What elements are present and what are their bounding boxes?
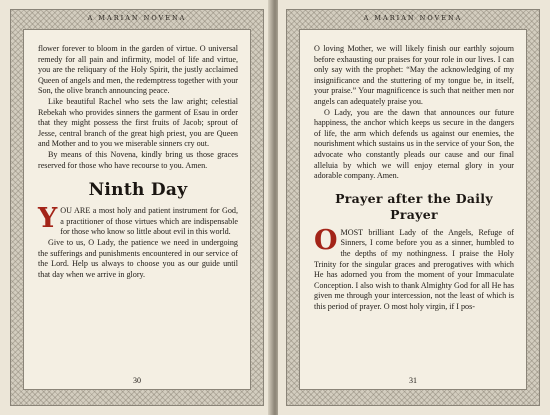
right-text-block [299,29,527,390]
right-running-head: A MARIAN NOVENA [363,14,463,22]
right-lead-caps: MOST [340,227,364,237]
left-paragraph-2: Like beautiful Rachel who sets the law aright; celestial Rebekah who provides sinners the garment of Esau in order that they might possess the first fruits of Jacob; sprout of Jesse, central branch of the great high priest, you are Queen and Mother and to you we miserable sinners cry out. [38,96,238,149]
right-paragraph-2: O Lady, you are the dawn that announces our future happiness, the anchor which keeps us secure in the dangers of life, the arm which defends us against our enemies, the nourishment which sustains us in the service of your Son, the advocate who constantly pleads our cause and our final alleluia by which we will enjoy eternal glory in your adorable company. Amen. [314,107,514,181]
left-page-number: 30 [133,376,141,385]
right-page [278,0,550,415]
left-text-block [23,29,251,390]
left-page-ornamental-border [10,9,264,406]
left-paragraph-5: Give to us, O Lady, the patience we need in undergoing the sufferings and punishments encountered in our service of the Lord. Help us always to choose you as our guide until that day when we arrive in glory. [38,237,238,279]
left-paragraph-4 [38,203,238,238]
right-page-number: 31 [409,376,417,385]
right-drop-cap: O [314,224,338,256]
left-running-head: A MARIAN NOVENA [87,14,187,22]
right-page-ornamental-border [286,9,540,406]
left-drop-cap: Y [38,203,58,235]
right-page-text [314,44,514,312]
left-paragraph-4-text: a most holy and patient instrument for God, a practitioner of those virtues which are indispensable for those who know so little about evil in this world. [60,206,238,237]
left-lead-caps: OU ARE [60,206,91,216]
right-paragraph-1: O loving Mother, we will likely finish our earthly sojourn before exhausting our praises for your role in our lives. I can only say with the prophet: “May the acknowledging of my insignificance and the stuttering of my tongue be, in itself, your praise.” Your magnificence is such that neither men nor angels can adequately praise you. [314,44,514,106]
left-page-text [38,44,238,280]
left-paragraph-3: By means of this Novena, kindly bring us those graces reserved for those who have recourse to you. Amen. [38,149,238,170]
left-page [0,0,272,415]
ninth-day-heading: Ninth Day [88,180,188,201]
left-paragraph-1: flower forever to bloom in the garden of virtue. O universal remedy for all pain and infirmity, model of life and virtue, you are the reliquary of the Holy Spirit, the justly acclaimed Queen of angels and men, the redemptress together with your Son, the olive branch announcing peace. [38,44,238,96]
prayer-heading: Prayer after the Daily Prayer [335,190,493,222]
right-paragraph-3 [314,224,514,313]
right-paragraph-3-text: brilliant Lady of the Angels, Refuge of Sinners, I come before you as a sinner, humbled to the depths of my nothingness. I praise the Holy Trinity for the singular graces and prerogatives with which He has adorned you from the moment of your Immaculate Conception. I also wish to thank Almighty God for all He has given me through your intercession, not the least of which is this period of prayer. O most holy virgin, if I pos- [314,227,514,311]
